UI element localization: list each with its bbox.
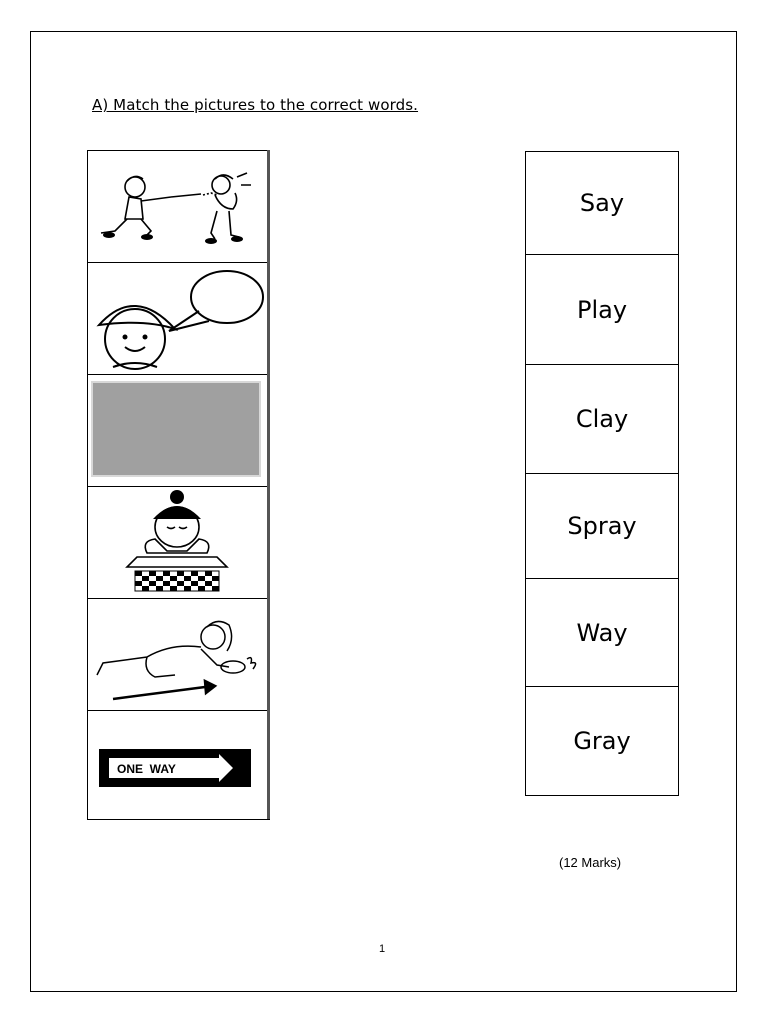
marks-label: (12 Marks)	[559, 855, 622, 870]
page-number: 1	[379, 943, 386, 955]
word-clay: Clay	[575, 405, 629, 433]
pictures-column	[87, 150, 270, 820]
picture-cell-6	[87, 710, 267, 820]
children-spraying-icon	[87, 151, 267, 261]
word-play: Play	[576, 295, 628, 324]
word-say: Say	[579, 189, 625, 217]
word-cell-spray	[525, 473, 679, 579]
word-way: Way	[576, 618, 628, 647]
picture-cell-2	[87, 262, 267, 374]
word-gray: Gray	[573, 727, 631, 755]
one-way-sign-icon	[87, 711, 267, 819]
picture-cell-4	[87, 486, 267, 598]
girl-crawling-way-icon	[87, 599, 267, 709]
pictures-right-border	[267, 150, 270, 820]
word-cell-clay	[525, 364, 679, 474]
picture-cell-5	[87, 598, 267, 710]
word-spray: Spray	[567, 512, 637, 540]
gray-rectangle-icon	[87, 375, 267, 485]
picture-cell-1	[87, 150, 267, 262]
girl-playing-checkers-icon	[87, 487, 267, 597]
one-way-sign-text: ONE WAY	[117, 762, 176, 776]
word-cell-play	[525, 254, 679, 365]
exercise-heading: A) Match the pictures to the correct words.	[92, 96, 419, 114]
word-cell-say	[525, 151, 679, 255]
word-cell-gray	[525, 686, 679, 796]
picture-cell-3	[87, 374, 267, 486]
word-cell-way	[525, 578, 679, 687]
boy-speech-bubble-icon	[87, 263, 267, 373]
